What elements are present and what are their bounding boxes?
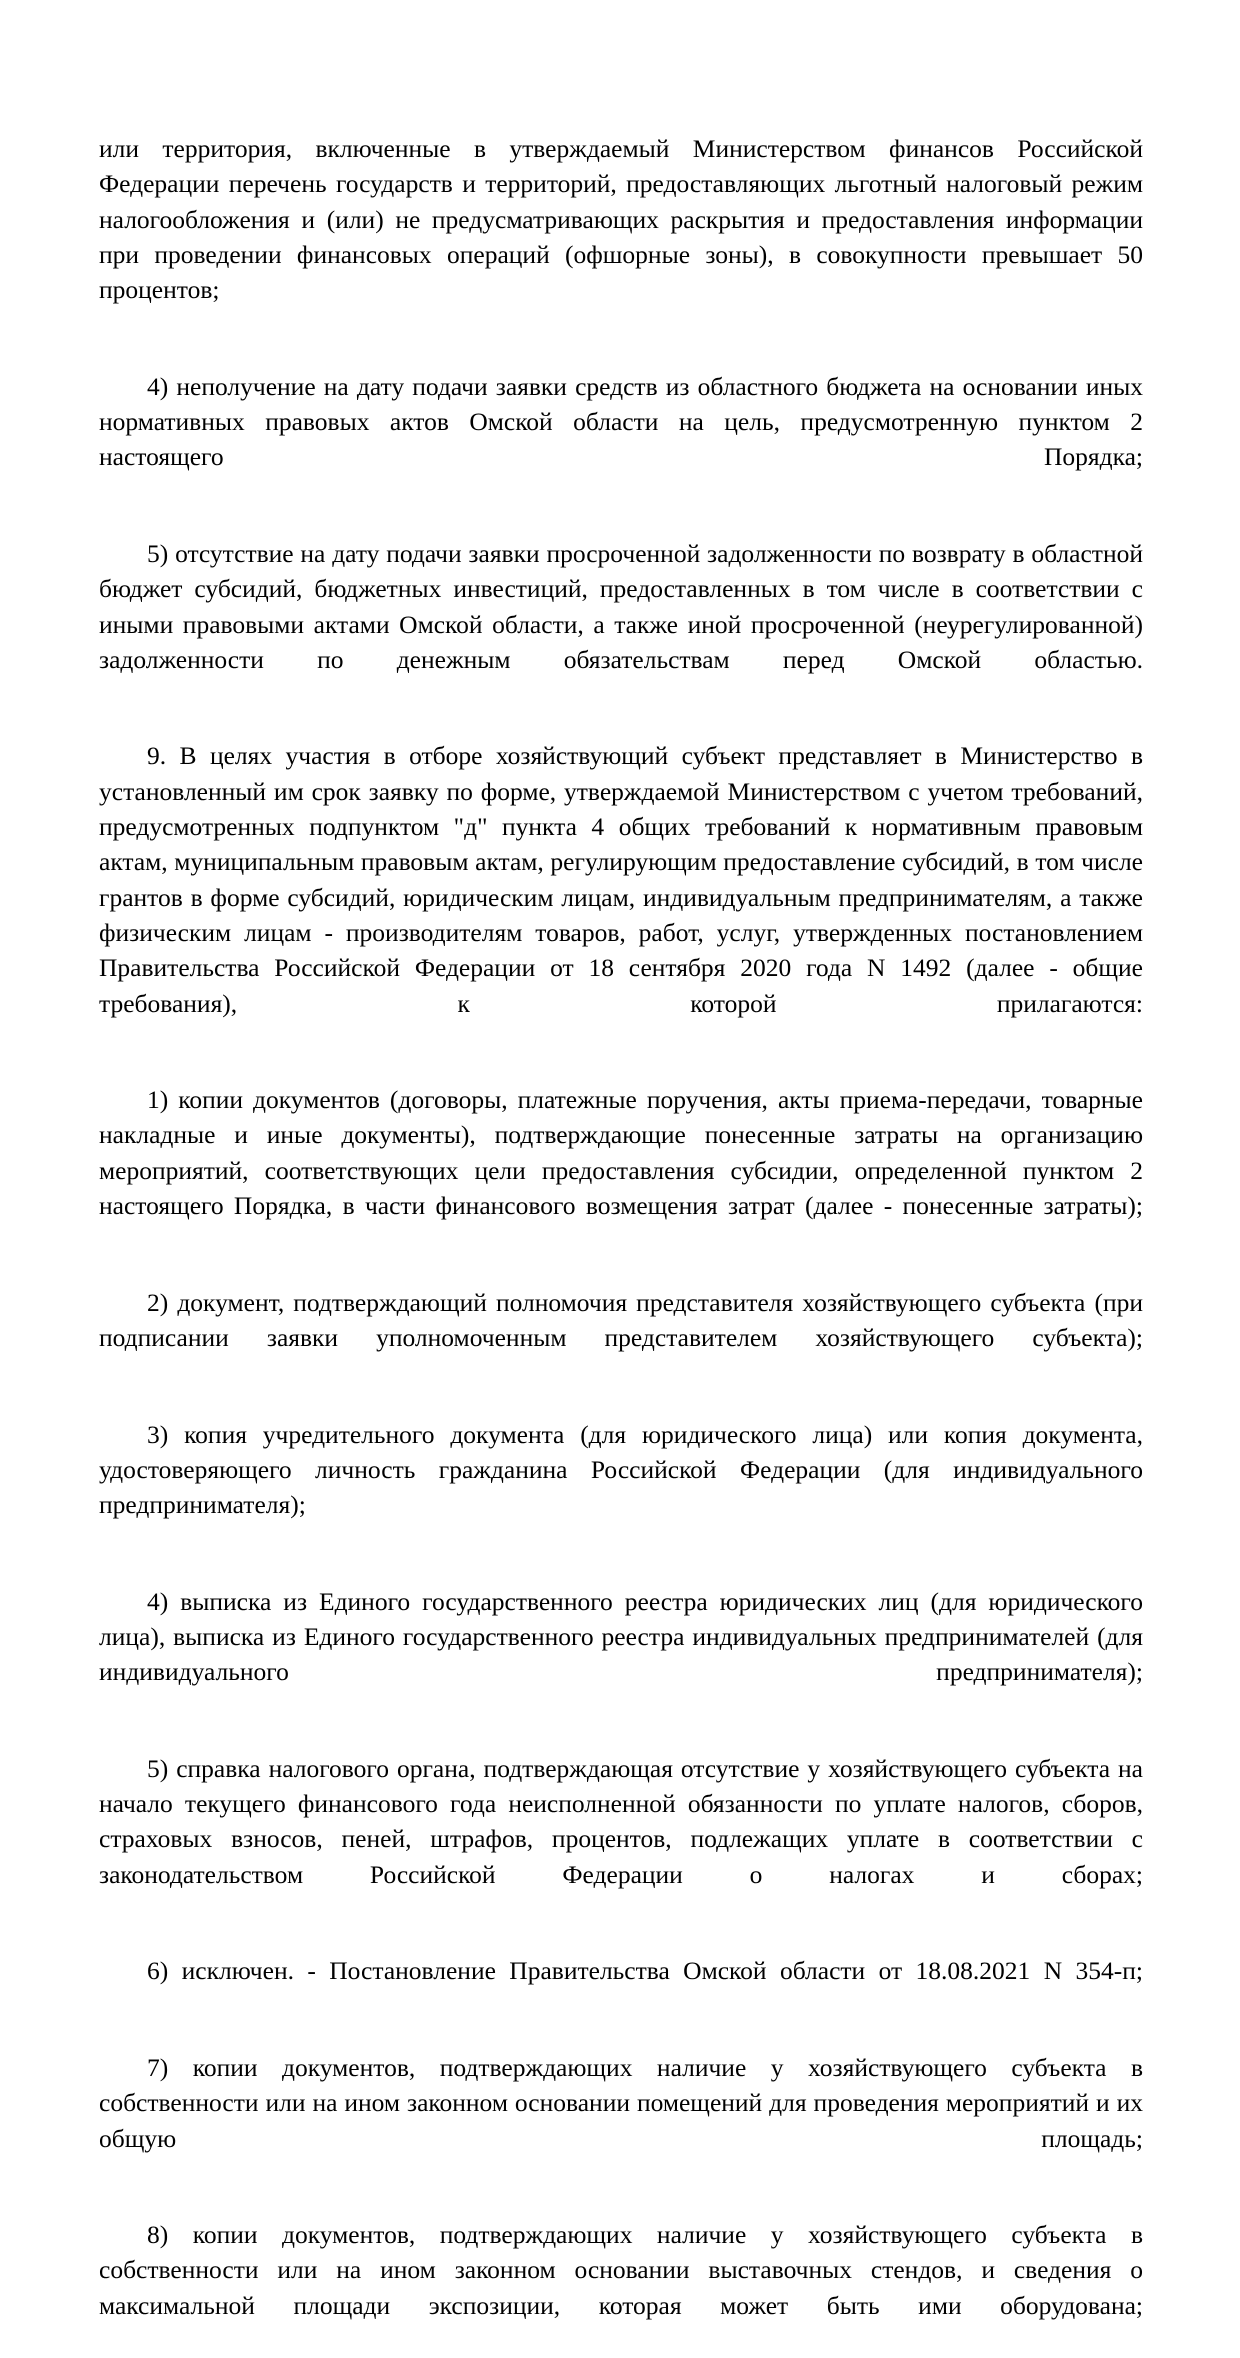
- document-body: [99, 131, 1143, 2358]
- paragraph-item-8-attachment: 8) копии документов, подтверждающих наличие у хозяйствующего субъекта в собственности или на ином законном основании выставочных стендов, и сведения о максимальной площади экспозиции, которая может быть ими оборудована;: [99, 2220, 1143, 2320]
- paragraph-item-4-condition: 4) неполучение на дату подачи заявки средств из областного бюджета на основании иных нормативных правовых актов Омской области на цель, предусмотренную пунктом 2 настоящего Порядка;: [99, 371, 1143, 472]
- paragraph-item-4-attachment: 4) выписка из Единого государственного реестра юридических лиц (для юридического лица), выписка из Единого государственного реестра индивидуальных предпринимателей (для индивидуального предпринимателя);: [99, 1586, 1143, 1687]
- paragraph-item-5-condition: 5) отсутствие на дату подачи заявки просроченной задолженности по возврату в областной бюджет субсидий, бюджетных инвестиций, предоставленных в том числе в соответствии с иными правовыми актами Омской области, а также иной просроченной (неурегулированной) задолженности по денежным обязательствам перед Омской областью.: [99, 538, 1143, 674]
- paragraph-item-2-attachment: 2) документ, подтверждающий полномочия представителя хозяйствующего субъекта (при подписании заявки уполномоченным представителем хозяйствующего субъекта);: [99, 1287, 1143, 1352]
- paragraph-item-1-attachment: 1) копии документов (договоры, платежные поручения, акты приема-передачи, товарные накладные и иные документы), подтверждающие понесенные затраты на организацию мероприятий, соответствующих цели предоставления субсидии, определенной пунктом 2 настоящего Порядка, в части финансового возмещения затрат (далее - понесенные затраты);: [99, 1085, 1143, 1221]
- paragraph-item-5-attachment: 5) справка налогового органа, подтверждающая отсутствие у хозяйствующего субъекта на начало текущего финансового года неисполненной обязанности по уплате налогов, сборов, страховых взносов, пеней, штрафов, процентов, подлежащих уплате в соответствии с законодательством Российской Федерации о налогах и сборах;: [99, 1753, 1143, 1889]
- paragraph-item-3-attachment: 3) копия учредительного документа (для юридического лица) или копия документа, удостоверяющего личность гражданина Российской Федерации (для индивидуального предпринимателя);: [99, 1419, 1143, 1520]
- paragraph-item-6-attachment: 6) исключен. - Постановление Правительства Омской области от 18.08.2021 N 354-п;: [147, 1956, 1143, 1986]
- paragraph-point-9: 9. В целях участия в отборе хозяйствующий субъект представляет в Министерство в установленный им срок заявку по форме, утверждаемой Министерством с учетом требований, предусмотренных подпунктом "д" пункта 4 общих требований к нормативным правовым актам, муниципальным правовым актам, регулирующим предоставление субсидий, в том числе грантов в форме субсидий, юридическим лицам, индивидуальным предпринимателям, а также физическим лицам - производителям товаров, работ, услуг, утвержденных постановлением Правительства Российской Федерации от 18 сентября 2020 года N 1492 (далее - общие требования), к которой прилагаются:: [99, 741, 1143, 1018]
- paragraph-item-7-attachment: 7) копии документов, подтверждающих наличие у хозяйствующего субъекта в собственности или на ином законном основании помещений для проведения мероприятий и их общую площадь;: [99, 2052, 1143, 2153]
- paragraph-offshore-continuation: или территория, включенные в утверждаемый Министерством финансов Российской Федерации перечень государств и территорий, предоставляющих льготный налоговый режим налогообложения и (или) не предусматривающих раскрытия и предоставления информации при проведении финансовых операций (офшорные зоны), в совокупности превышает 50 процентов;: [99, 134, 1143, 305]
